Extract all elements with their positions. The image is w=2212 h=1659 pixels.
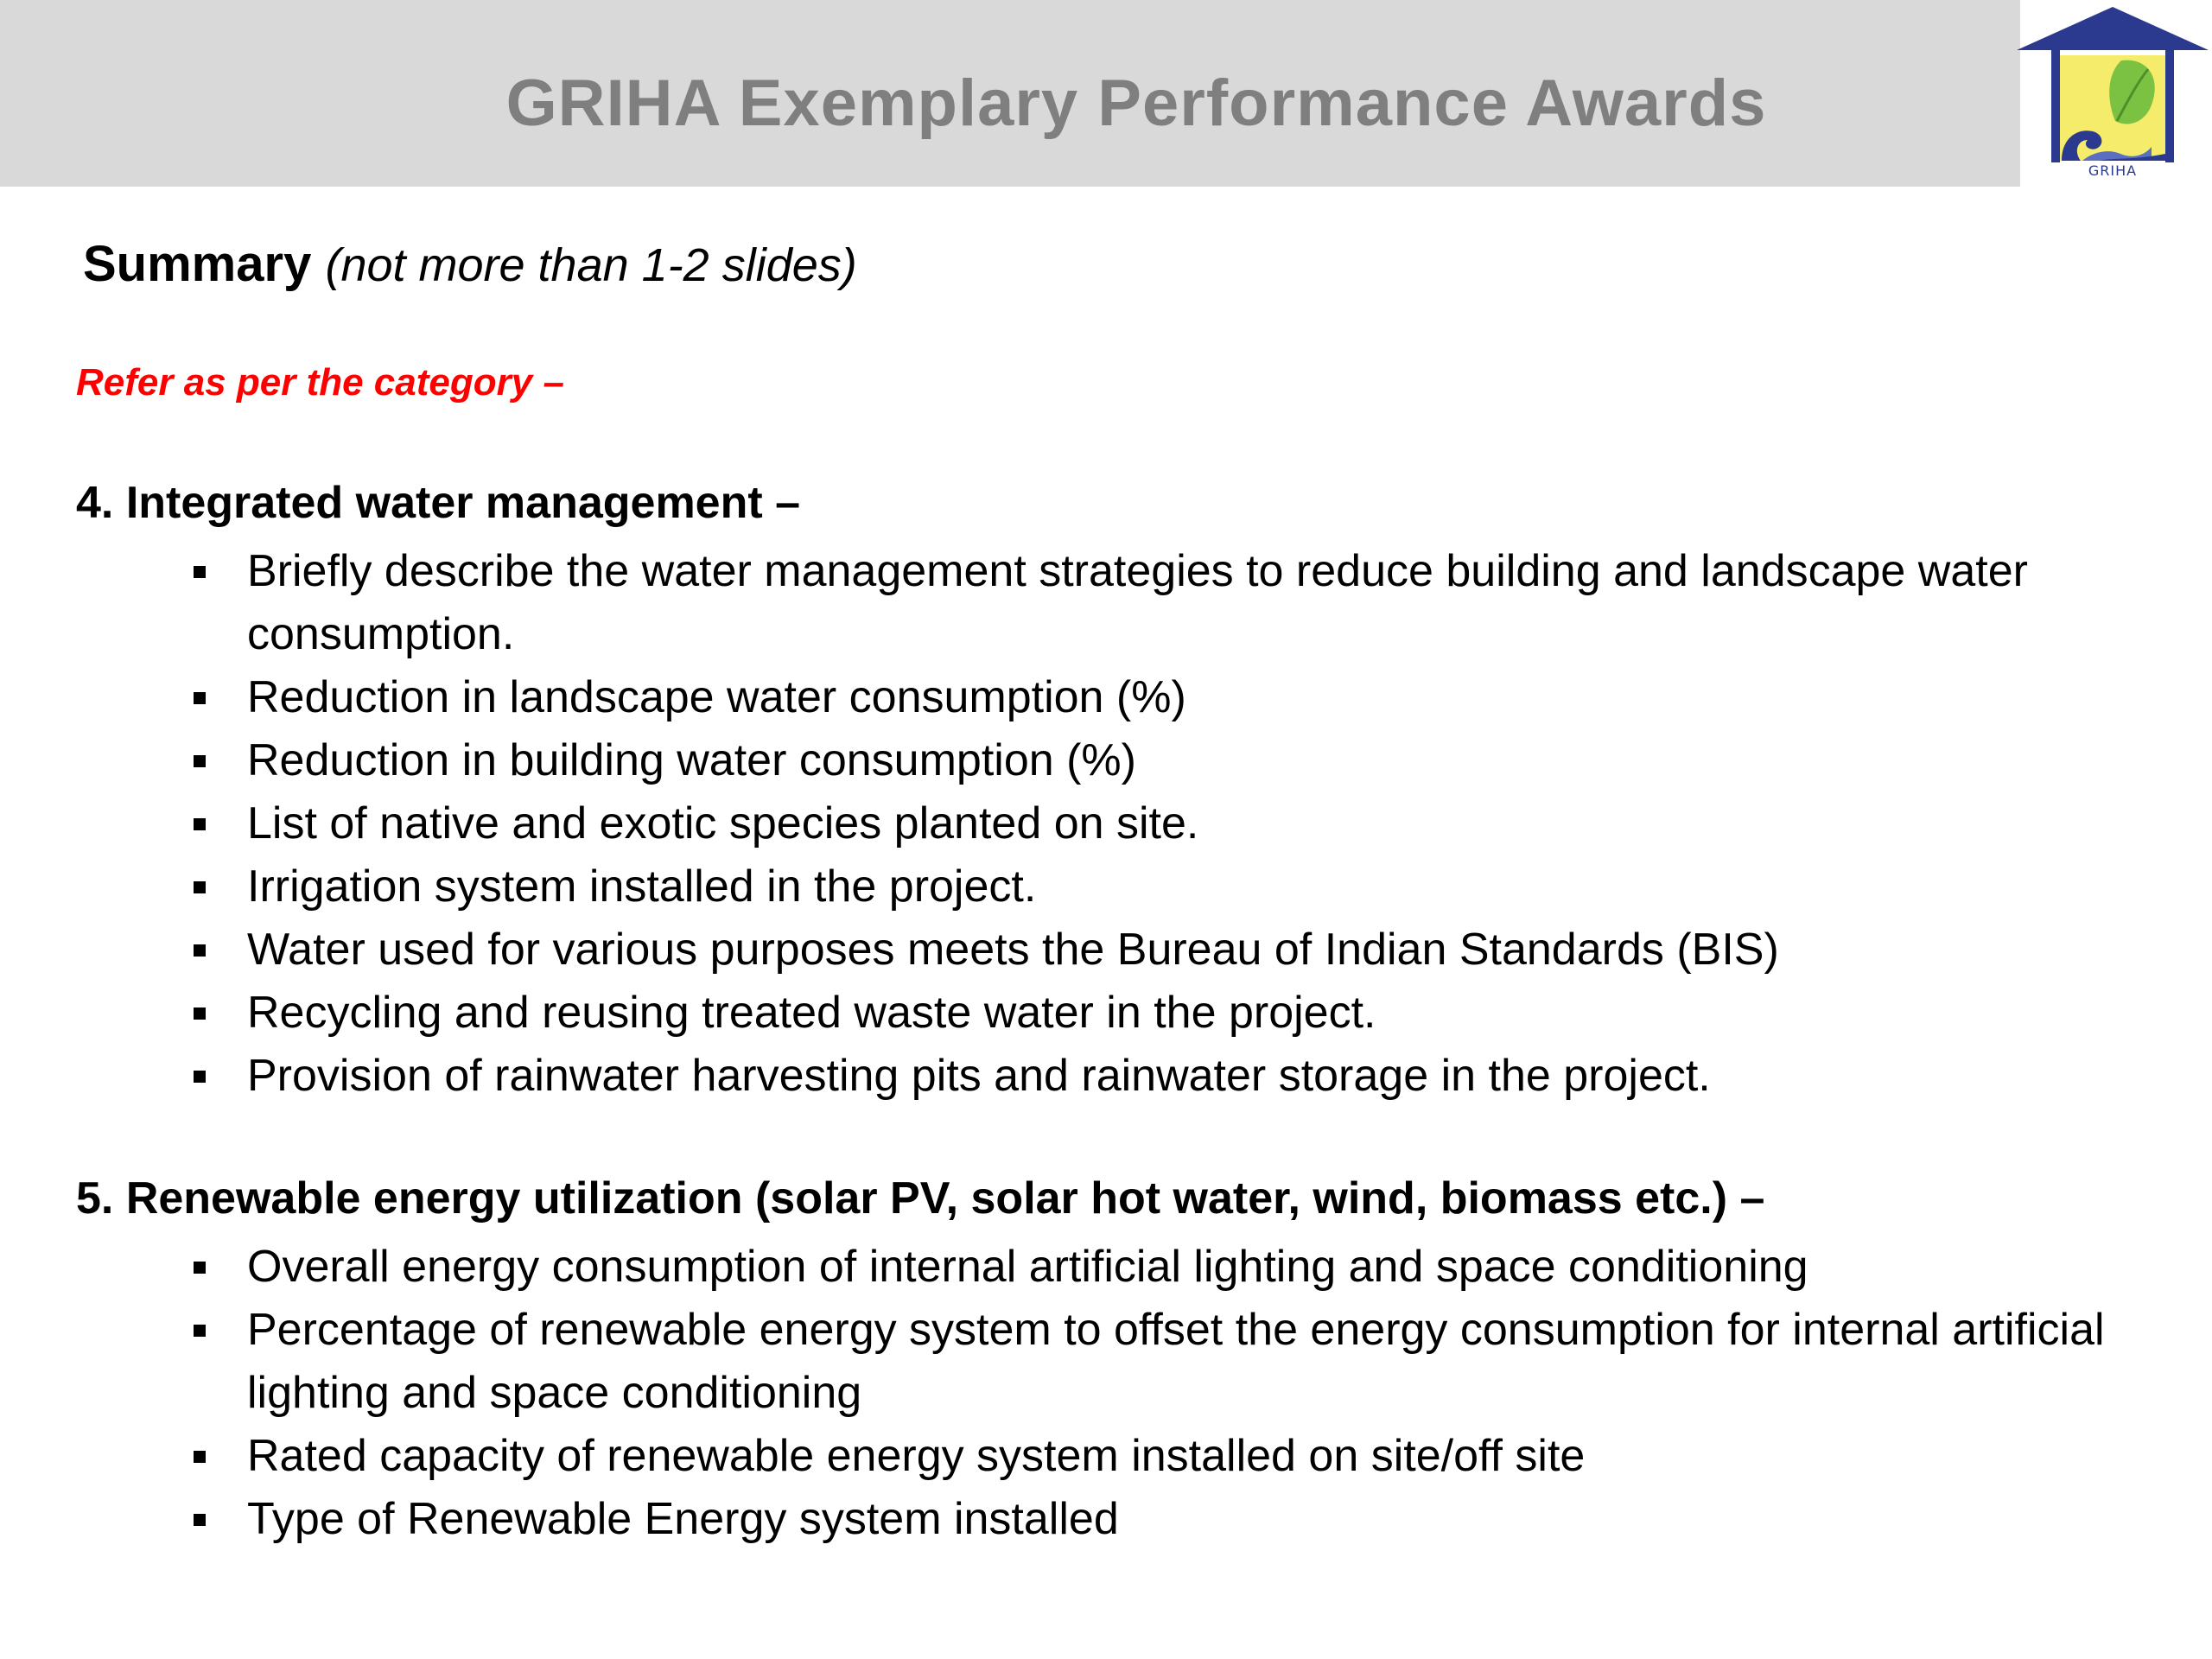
section-heading-water-management: 4. Integrated water management – (76, 478, 801, 528)
square-bullet-icon (194, 566, 206, 578)
list-item-text: Overall energy consumption of internal artificial lighting and space conditioning (247, 1242, 1808, 1292)
list-item-text: Water used for various purposes meets the Bureau of Indian Standards (BIS) (247, 925, 1779, 975)
list-item (181, 792, 2117, 855)
list-item-text: Type of Renewable Energy system installed (247, 1494, 1119, 1544)
list-item-text: Recycling and reusing treated waste water in the project. (247, 988, 1376, 1038)
griha-house-leaf-logo-icon (2013, 0, 2212, 187)
list-item (181, 666, 2117, 729)
griha-logo (2013, 0, 2212, 187)
square-bullet-icon (194, 1325, 206, 1337)
list-item (181, 729, 2117, 792)
square-bullet-icon (194, 1007, 206, 1020)
summary-note: (not more than 1-2 slides) (325, 239, 857, 291)
square-bullet-icon (194, 1514, 206, 1526)
square-bullet-icon (194, 1262, 206, 1274)
list-item (181, 540, 2117, 666)
section-heading-renewable-energy: 5. Renewable energy utilization (solar PV, solar hot water, wind, biomass etc.) – (76, 1173, 1765, 1224)
square-bullet-icon (194, 818, 206, 830)
list-item-text: Irrigation system installed in the project. (247, 861, 1037, 912)
list-item (181, 855, 2117, 918)
square-bullet-icon (194, 944, 206, 957)
summary-line (83, 235, 857, 293)
summary-label: Summary (83, 236, 312, 292)
list-item-text: Reduction in building water consumption (%) (247, 735, 1136, 785)
list-item-text: Rated capacity of renewable energy system installed on site/off site (247, 1431, 1586, 1481)
list-item-text: Provision of rainwater harvesting pits and rainwater storage in the project. (247, 1051, 1711, 1101)
square-bullet-icon (194, 692, 206, 704)
square-bullet-icon (194, 1071, 206, 1083)
list-item (181, 1425, 2117, 1488)
list-item (181, 1299, 2117, 1425)
list-item (181, 1236, 2117, 1299)
list-item (181, 1488, 2117, 1551)
renewable-energy-bullet-list (181, 1236, 2117, 1551)
list-item-text: Percentage of renewable energy system to offset the energy consumption for internal artificial lighting and space conditioning (247, 1305, 2105, 1418)
refer-category-note: Refer as per the category – (76, 361, 564, 404)
list-item (181, 918, 2117, 982)
list-item (181, 982, 2117, 1045)
square-bullet-icon (194, 881, 206, 893)
square-bullet-icon (194, 755, 206, 767)
slide-title: GRIHA Exemplary Performance Awards (505, 67, 1767, 140)
list-item-text: List of native and exotic species planted on site. (247, 798, 1199, 849)
list-item-text: Reduction in landscape water consumption (%) (247, 672, 1186, 722)
list-item-text: Briefly describe the water management strategies to reduce building and landscape water consumption. (247, 546, 2028, 659)
list-item (181, 1045, 2117, 1108)
square-bullet-icon (194, 1451, 206, 1463)
water-management-bullet-list (181, 540, 2117, 1108)
logo-text: GRIHA (2088, 162, 2138, 179)
